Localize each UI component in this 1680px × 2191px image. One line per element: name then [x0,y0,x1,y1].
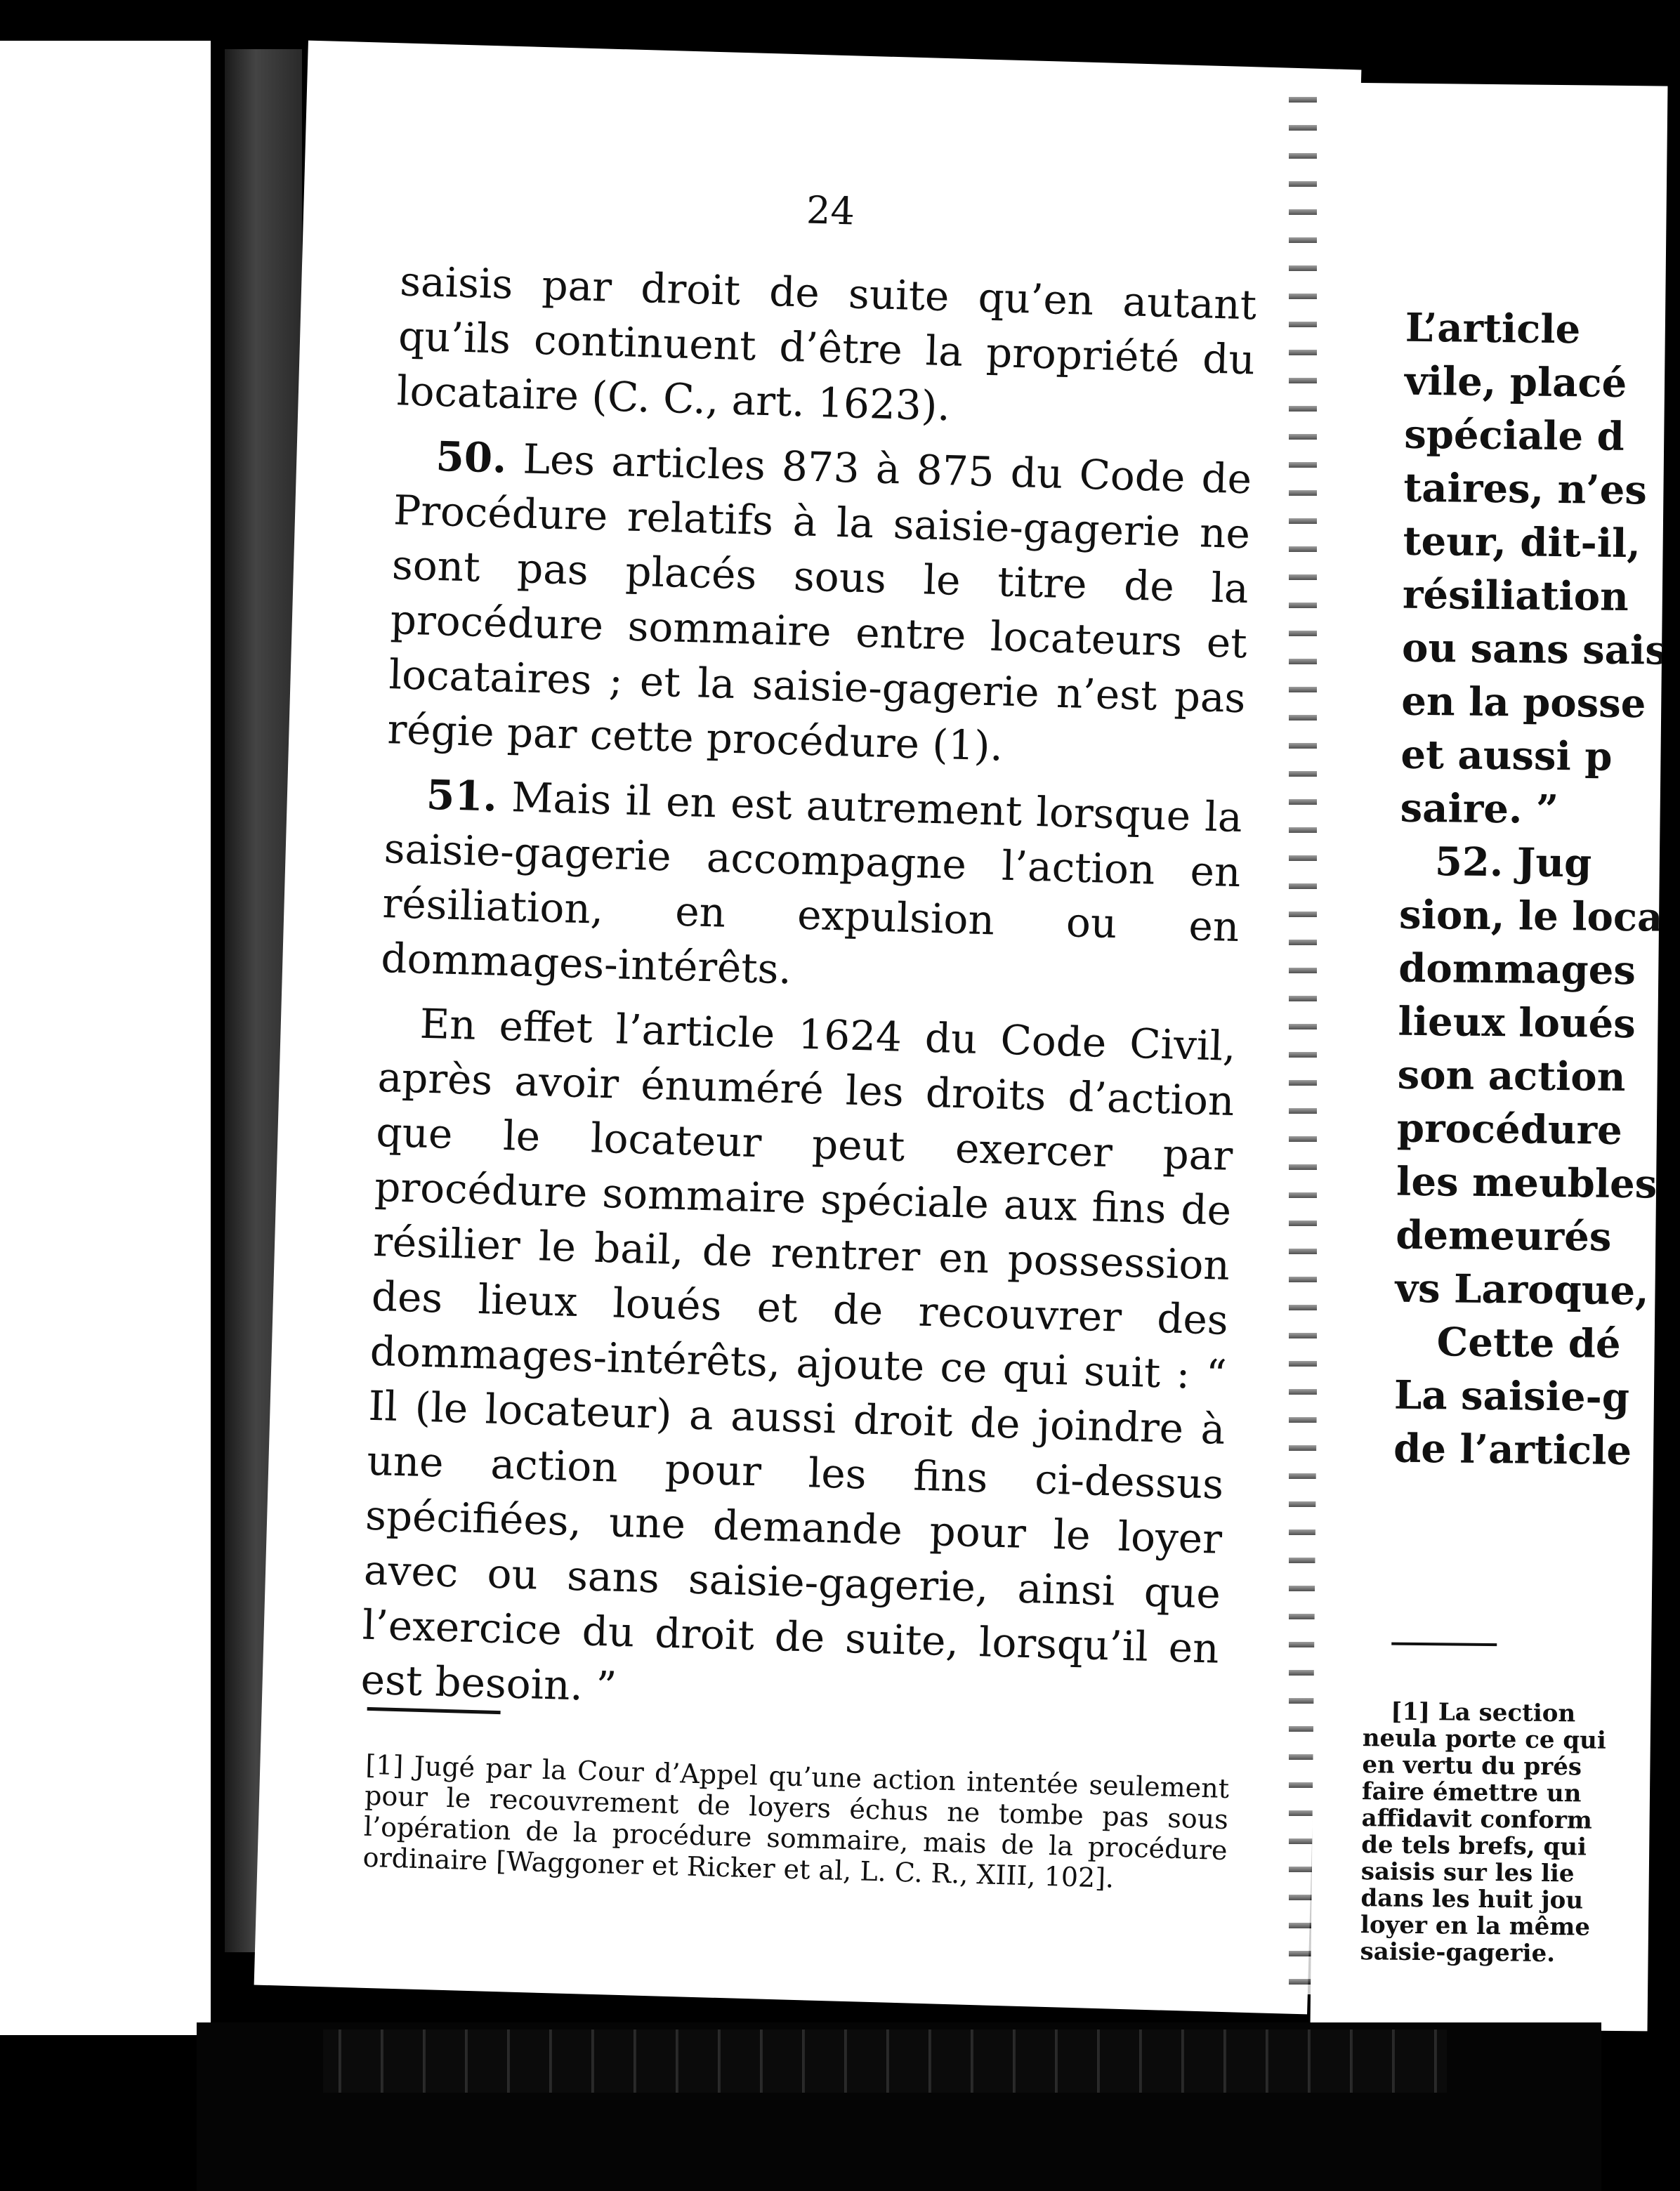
facing-line: 52. Jug [1434,838,1592,887]
facing-footnote-line: en vertu du prés [1362,1751,1582,1782]
facing-page [1311,83,1668,2032]
facing-line: lieux loués [1398,998,1636,1048]
facing-line: teur, dit-il, [1403,518,1641,567]
facing-line: résiliation [1402,571,1629,621]
paragraph-text: Les articles 873 à 875 du Code de Procédure relatifs à la saisie-gagerie ne sont pas placés sous le titre de la procédure sommaire entre locateurs et locataires ; et la saisie-gagerie n’est pas régie par cette procédure (1). [386,435,1253,770]
facing-line: La saisie-g [1393,1371,1630,1421]
scan-noise [323,2029,1447,2093]
facing-line: en la posse [1400,678,1646,728]
facing-footnote-line: loyer en la même [1360,1911,1591,1942]
facing-line: Cette dé [1436,1319,1621,1367]
facing-line: vile, placé [1404,357,1627,407]
facing-line: taires, n’es [1403,464,1648,514]
facing-footnote-line: faire émettre un [1361,1777,1582,1808]
paragraph-text: saisis par droit de suite qu’en autant qu’ils continuent d’être la propriété du locataire (C. C., art. 1623). [396,257,1257,430]
paragraph-number: 50. [435,432,508,482]
paragraph [396,254,1257,442]
facing-footnote-line: de tels brefs, qui [1361,1831,1587,1862]
footnote: [1] Jugé par la Cour d’Appel qu’une action intentée seulement pour le recouvrement de loyers échus ne tombe pas sous l’opération de la procédure sommaire, mais de la procédure ordinaire [Waggoner et Ricker et al, L. C. R., XIII, 102]. [362,1749,1230,1894]
facing-line: L’article [1405,304,1581,353]
left-page-edge [0,41,211,2035]
facing-line: saire. ” [1400,784,1559,834]
facing-footnote-line: saisie-gagerie. [1360,1937,1556,1968]
body-text [360,254,1257,1740]
facing-line: son action [1397,1051,1626,1101]
paragraph [387,428,1253,780]
facing-footnote-line: [1] La section [1391,1697,1576,1728]
facing-footnote-line: dans les huit jou [1360,1884,1584,1915]
paragraph [380,766,1242,1009]
facing-line: de l’article [1393,1425,1632,1475]
facing-footnote-divider [1391,1643,1497,1647]
paragraph-number: 51. [426,770,498,821]
main-page [254,41,1362,2015]
paragraph [360,995,1237,1731]
page-fore-edge [1289,84,1317,1994]
facing-page-text [1393,301,1668,1480]
facing-line: sion, le loca [1398,891,1663,941]
facing-line: spéciale d [1403,411,1625,460]
paragraph-text: En effet l’article 1624 du Code Civil, après avoir énuméré les droits d’action que le locateur peut exercer par procédure sommaire spéciale aux fins de résilier le bail, de rentrer en possession des lieux loués et de recouvrer des dommages-intérêts, ajoute ce qui suit : “ Il (le locateur) a aussi droit de joindre à une action pour les fins ci-dessus spécifiées, une demande pour le loyer avec ou sans saisie-gagerie, ainsi que l’exercice du droit de suite, lorsqu’il en est besoin. ” [360,999,1237,1711]
facing-footnote [1360,1698,1667,1969]
facing-footnote-line: saisis sur les lie [1360,1857,1575,1888]
facing-line: et aussi p [1400,731,1613,780]
facing-line: vs Laroque, [1395,1265,1649,1315]
facing-footnote-line: affidavit conform [1361,1804,1593,1835]
facing-line: ou sans sais [1401,624,1668,674]
paragraph-text: Mais il en est autrement lorsque la saisie-gagerie accompagne l’action en résiliation, en expulsion ou en dommages-intérêts. [380,773,1243,994]
facing-footnote-line: neula porte ce qui [1362,1724,1607,1755]
facing-line: procédure [1396,1105,1623,1154]
page-number: 24 [806,187,855,234]
facing-line: demeurés [1395,1211,1612,1261]
facing-line: dommages [1398,945,1636,994]
facing-line: les meubles [1396,1158,1658,1208]
